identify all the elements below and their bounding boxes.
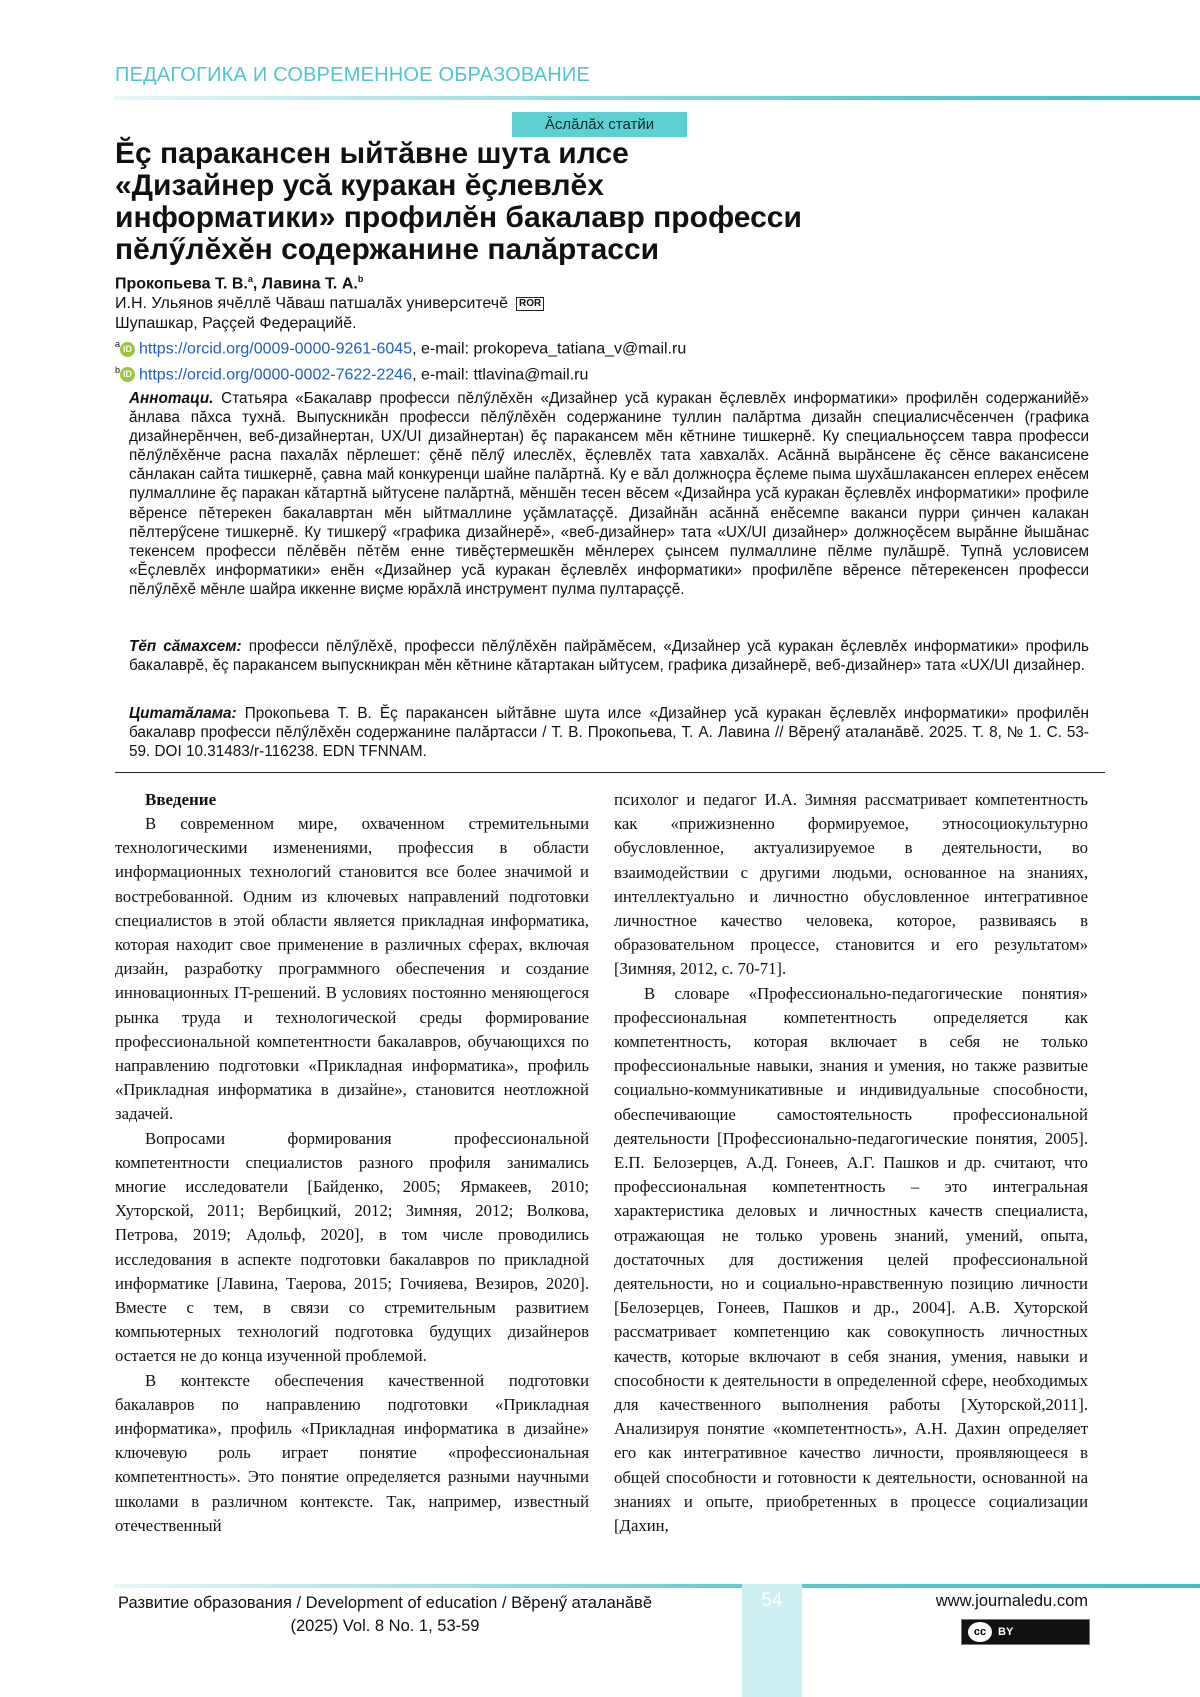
body-paragraph: Вопросами формирования профессиональной компетентности специалистов разного профиля занимались многие исследователи [Байденко, 2005; Ярмакеев, 2010; Хуторской, 2011; Вербицкий, 2012; Зимняя, 2012; Волкова, Петрова, 2019; Адольф, 2020], в том числе проводились исследования в аспекте подготовки бакалавров по прикладной информатике [Лавина, Таерова, 2015; Гочияева, Везиров, 2020]. Вместе с тем, в связи со стремительным развитием компьютерных технологий подготовка будущих дизайнеров остается не до конца изученной проблемой. — [115, 1128, 589, 1366]
section-divider — [115, 772, 1105, 773]
email-b: , e-mail: ttlavina@mail.ru — [412, 365, 589, 383]
annotation-text: Статьяра «Бакалавр професси пĕлӳлĕхĕн «Дизайнер усă куракан ĕçлевлĕх информатики» профилĕн содержанийĕ» ăнлава пăхса тухнă. Выпускникăн професси пĕлӳлĕхĕн содержанине туллин палăртма дизайн специалисчĕсенчен (графика дизайнерĕнчен, веб-дизайнертан, UX/UI дизайнертан) ĕç паракансем мĕн кĕтнине тишкернĕ. Ку специальноçсем тавра професси пĕлӳлĕхĕнче расна пахалăх пĕрлешет: çĕнĕ пĕлӳ илеслĕх, ĕçлевлĕх тата хавхалăх. Асăннă вырăнсене ĕç сĕнсе вакансисене сăнлакан сайта тишкернĕ, çавна май конкуренци шайне палăртнă. Ку е вăл должноçра ĕçлеме пыма шухăшлакансен еплерех енĕсем пулмаллине ĕç паракан кăтартнă ыйтусене палăртнă, мĕншĕн тесен вĕсем «Дизайнра усă куракан ĕçлевлĕх информатики» профиле вĕренсе пĕтерекен бакалавртан мĕн ыйтмаллине уçăмлатаççĕ. Дизайнăн асăннă енĕсемпе ваканси пурри çинчен калакан пĕлтерӳсене тишкернĕ. Ку тишкерӳ «графика дизайнерĕ», «веб-дизайнер» тата «UX/UI дизайнер» должноçĕсем вырăнне йышăнас текенсем професси пĕлĕвĕн пĕтĕм енне тивĕçтермешкĕн мĕнлерех çынсем пулмаллине пĕлме пулăшрĕ. Тупнă условисем «Ĕçлевлĕх информатики» енĕн «Дизайнер усă куракан ĕçлевлĕх информатики» профилĕпе вĕренсе пĕтерекенсен професси пĕлӳлĕхĕ мĕнле шайра иккенне виçме юрăхлă инструмент пулма пултараççĕ. — [129, 390, 1089, 598]
author-names: Прокопьева Т. В.$^a$, Лавина Т. А.$^b$ — [115, 274, 364, 293]
citation-text: Прокопьева Т. В. Ĕç паракансен ыйтăвне шута илсе «Дизайнер усă куракан ĕçлевлĕх информатики» профилĕн бакалавр професси пĕлӳлĕхĕн содержанине палăртасси / Т. В. Прокопьева, Т. А. Лавина // Вĕренӳ аталанăвĕ. 2025. Т. 8, № 1. С. 53-59. DOI 10.31483/r-116238. EDN TFNNAM. — [129, 705, 1089, 761]
orcid-line-a: $^a$ iD https://orcid.org/0009-0000-9261-6045, e-mail: prokopeva_tatiana_v@mail.ru — [115, 339, 687, 358]
header-divider — [115, 96, 1200, 100]
page-number: 54 — [761, 1590, 783, 1611]
body-paragraph: В контексте обеспечения качественной подготовки бакалавров по направлению подготовки «Прикладная информатика», профиль «Прикладная информатика в дизайне» ключевую роль играет понятие «профессиональная компетентность». Это понятие определяется разными научными школами в различном контексте. Так, например, известный отечественный — [115, 1370, 589, 1535]
orcid-link-b[interactable]: https://orcid.org/0000-0002-7622-2246 — [139, 365, 413, 383]
body-paragraph: психолог и педагог И.А. Зимняя рассматривает компетентность как «прижизненно формируемое, этносоциокультурно обусловленное, актуализируемое в деятельности, во взаимодействии с другими людьми, основанное на знаниях, интеллектуально и личностно обусловленное интегративное личностное качество человека, которое, развиваясь в образовательном процессе, становится и его результатом» [Зимняя, 2012, с. 70-71]. — [614, 790, 1088, 979]
journal-url-link[interactable]: www.journaledu.com — [935, 1592, 1088, 1610]
body-column-left — [115, 788, 589, 1538]
section-heading-introduction: Введение — [145, 790, 217, 809]
body-paragraph: В современном мире, охваченном стремительными технологическими изменениями, профессия в области информационных технологий становится все более значимой и востребованной. Одним из ключевых направлений подготовки специалистов в этой области является прикладная информатика, которая находит свое применение в различных сферах, включая дизайн, разработку программного обеспечения и создание инновационных IT-решений. В условиях постоянно меняющегося рынка труда и технологической среды формирование профессиональной компетентности бакалавров, обучающихся по направлению подготовки «Прикладная информатика», профиль «Прикладная информатика в дизайне», становится неотложной задачей. — [115, 814, 589, 1124]
keywords-text: професси пĕлӳлĕхĕ, професси пĕлӳлĕхĕн пайрăмĕсем, «Дизайнер усă куракан ĕçлевлĕх информатики» профиль бакалаврĕ, ĕç паракансем выпускникран мĕн кĕтнине кăтартакан ыйтусем, графика дизайнерĕ, веб-дизайнер» тата «UX/UI дизайнер. — [129, 638, 1089, 675]
keywords-label: Тĕп сăмахсем: — [129, 638, 242, 655]
by-label: BY — [998, 1626, 1014, 1638]
affiliation: И.Н. Ульянов ячĕллĕ Чăваш патшалăх университечĕ ROR — [115, 294, 1015, 314]
footer-journal-issue: (2025) Vol. 8 No. 1, 53-59 — [290, 1617, 480, 1635]
authors-block — [115, 269, 1015, 385]
citation-label: Цитатăлама: — [129, 705, 237, 722]
orcid-line-b: $^b$ iD https://orcid.org/0000-0002-7622-2246, e-mail: ttlavina@mail.ru — [115, 364, 589, 383]
orcid-icon: iD — [120, 367, 135, 382]
cc-icon: cc — [968, 1622, 992, 1642]
title-line: информатики» профилĕн бакалавр професси — [115, 201, 802, 234]
title-line: Ĕç паракансен ыйтăвне шута илсе — [115, 137, 629, 170]
orcid-icon: iD — [120, 342, 135, 357]
body-column-right — [614, 788, 1088, 1538]
journal-section-header: ПЕДАГОГИКА И СОВРЕМЕННОЕ ОБРАЗОВАНИЕ — [115, 64, 591, 86]
cc-by-license-icon[interactable] — [961, 1619, 1090, 1645]
article-type-badge: Ăслăлăх статйи — [512, 112, 687, 137]
location: Шупашкар, Раççей Федерацийĕ. — [115, 315, 357, 333]
citation — [129, 704, 1089, 761]
annotation-label: Аннотаци. — [129, 390, 214, 407]
email-a: , e-mail: prokopeva_tatiana_v@mail.ru — [412, 340, 687, 358]
footer-journal-name: Развитие образования / Development of education / Вĕренӳ аталанăвĕ — [118, 1594, 652, 1612]
keywords — [129, 637, 1089, 675]
title-line: «Дизайнер усă куракан ĕçлевлĕх — [115, 169, 604, 202]
annotation — [129, 389, 1089, 599]
orcid-link-a[interactable]: https://orcid.org/0009-0000-9261-6045 — [139, 340, 413, 358]
body-paragraph: В словаре «Профессионально-педагогические понятия» профессиональная компетентность определяется как компетентность, которая включает в себя не только профессиональные навыки, знания и умения, но также развитые социально-коммуникативные и индивидуальные способности, обеспечивающие самостоятельность профессиональной деятельности [Профессионально-педагогические понятия, 2005]. Е.П. Белозерцев, А.Д. Гонеев, А.Г. Пашков и др. считают, что профессиональная компетентность – это интегральная характеристика деловых и личностных качеств специалиста, отражающая не только уровень знаний, умений, опыта, достаточных для достижения целей профессиональной деятельности, но и социально-нравственную позицию личности [Белозерцев, Гонеев, Пашков и др., 2004]. А.В. Хуторской рассматривает компетенцию как совокупность личностных качеств, которые включают в себя знания, умения, навыки и способности к деятельности в определенной сфере, необходимых для качественного выполнения работы [Хуторской,2011]. Анализируя понятие «компетентность», А.Н. Дахин определяет его как интегративное качество личности, проявляющееся в общей способности и готовности к деятельности, основанной на знаниях и опыте, приобретенных в процессе социализации [Дахин, — [614, 983, 1088, 1536]
article-title — [115, 138, 975, 266]
footer-divider — [115, 1584, 1200, 1588]
footer-journal-info — [115, 1592, 655, 1638]
ror-icon[interactable]: ROR — [516, 297, 544, 311]
title-line: пĕлӳлĕхĕн содержанине палăртасси — [115, 233, 660, 266]
